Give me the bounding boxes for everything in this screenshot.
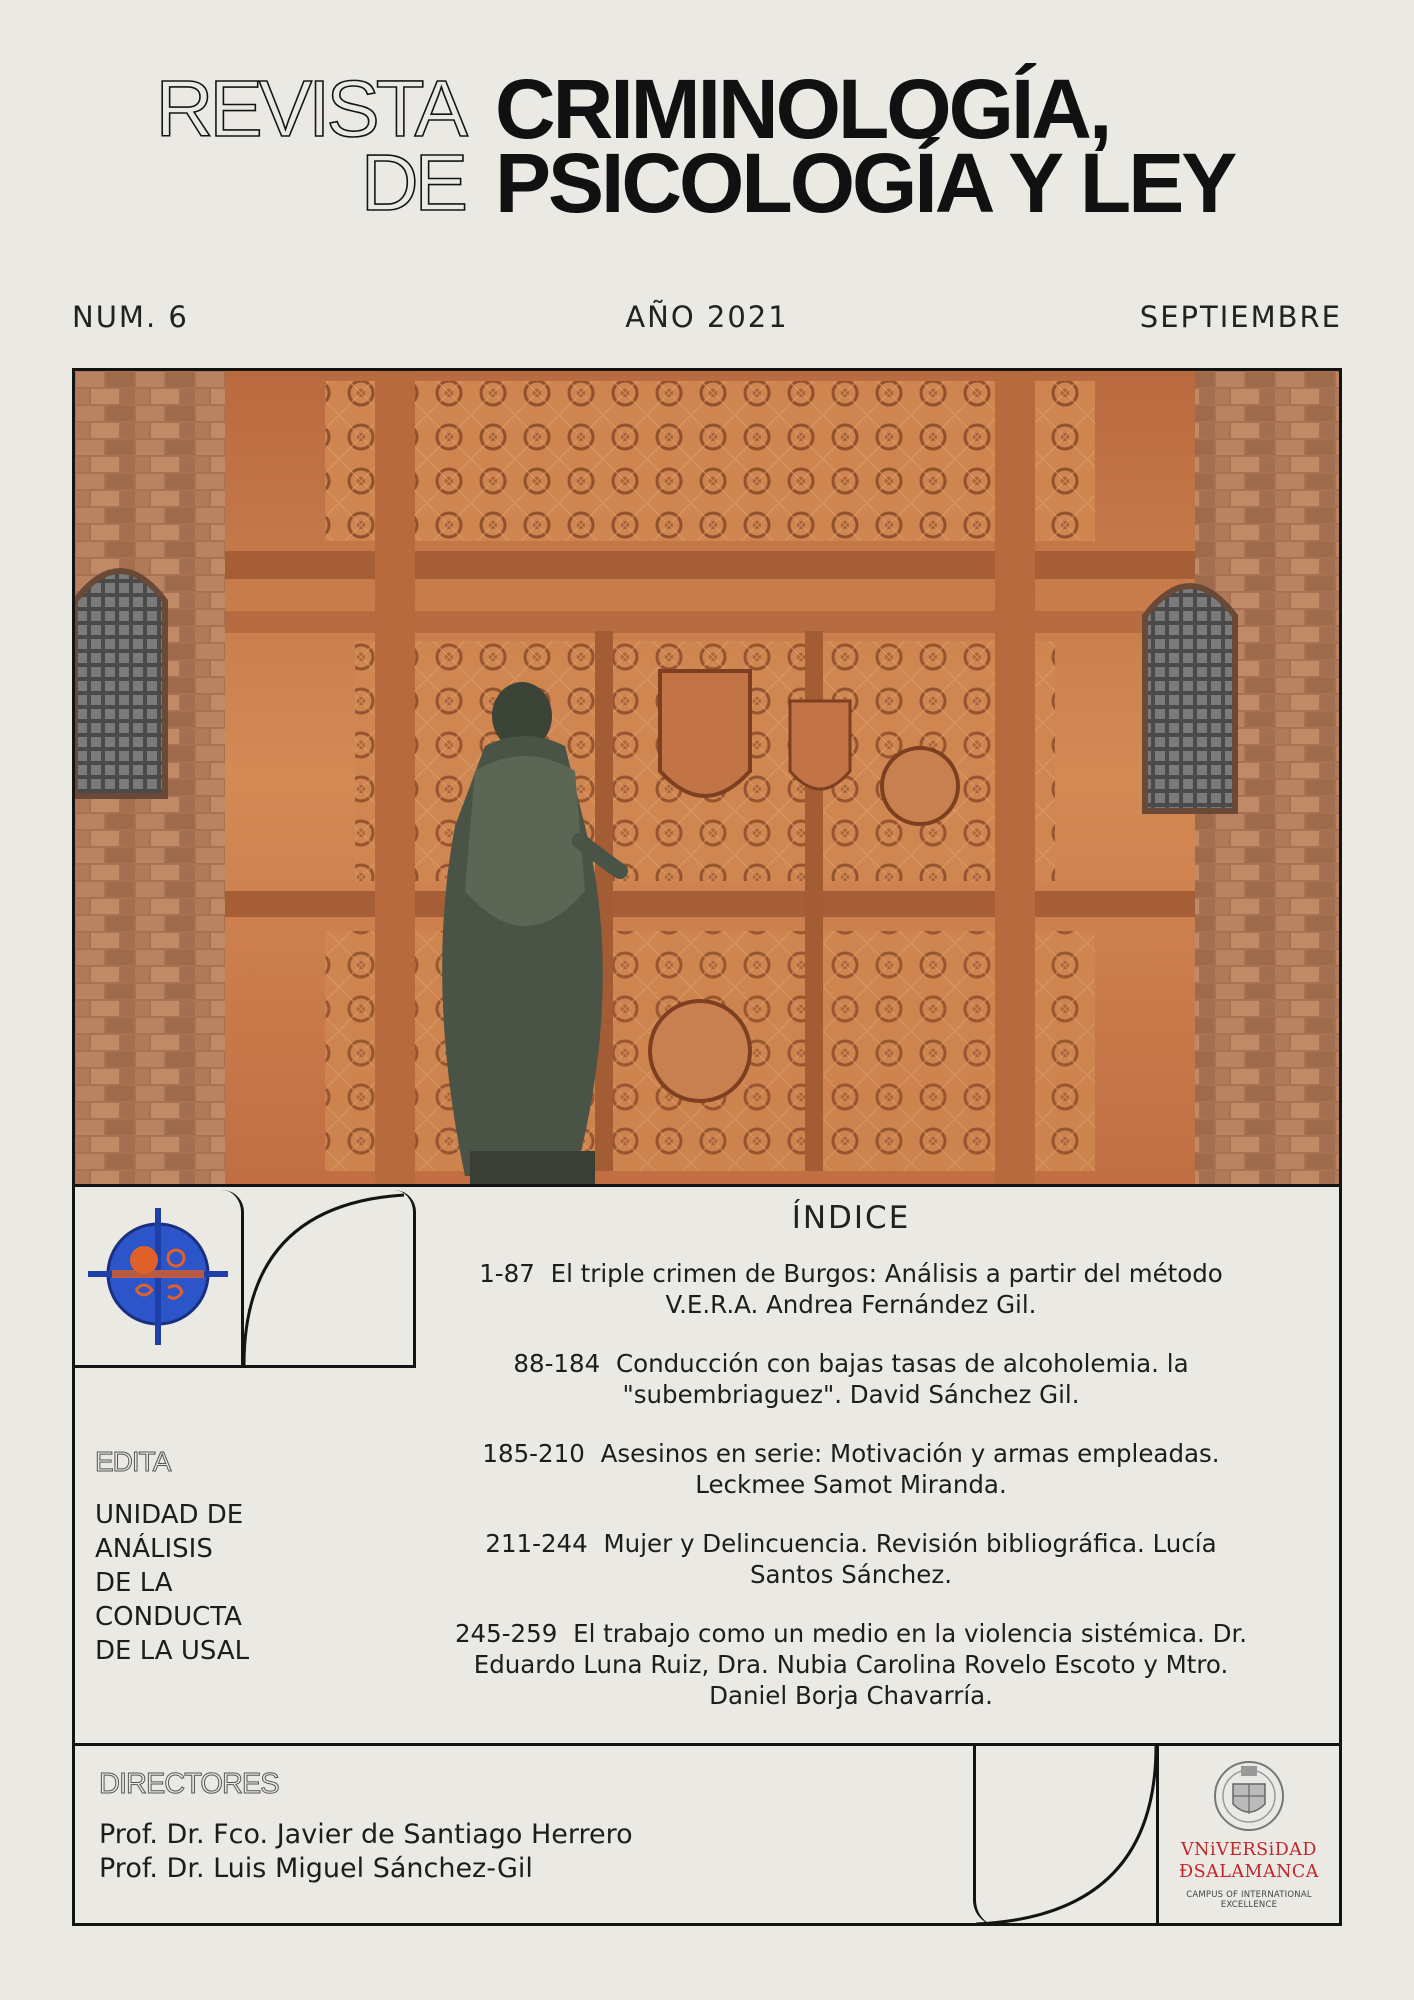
unit-logo-icon <box>72 1190 244 1368</box>
usal-name <box>1159 1839 1339 1883</box>
indice-text: Mujer y Delincuencia. Revisión bibliográfica. Lucía Santos Sánchez. <box>603 1529 1217 1589</box>
indice-entry <box>445 1528 1257 1590</box>
indice-pages: 1-87 <box>479 1259 535 1288</box>
unit-logo-box <box>72 1190 244 1368</box>
usal-tagline: CAMPUS OF INTERNATIONAL EXCELLENCE <box>1186 1890 1312 1910</box>
cover-photo <box>75 371 1339 1187</box>
issue-year: AÑO 2021 <box>625 300 789 334</box>
masthead-title-outline <box>155 64 464 227</box>
indice-text: El triple crimen de Burgos: Análisis a partir del método V.E.R.A. Andrea Fernández Gil. <box>550 1259 1223 1319</box>
usal-name-line: ÐSALAMANCA <box>1179 1862 1319 1882</box>
bottom-curve-ornament-icon <box>976 1746 1156 1926</box>
director-name: Prof. Dr. Luis Miguel Sánchez-Gil <box>99 1853 533 1884</box>
masthead-de: DE <box>360 138 464 227</box>
indice-text: Conducción con bajas tasas de alcoholemia. la "subembriaguez". David Sánchez Gil. <box>615 1349 1189 1409</box>
directores-names <box>99 1818 633 1886</box>
usal-name-line: VNiVERSiDAD <box>1181 1840 1317 1860</box>
decorative-curve-box <box>244 1190 416 1368</box>
indice-entry <box>445 1438 1257 1500</box>
indice-pages: 211-244 <box>485 1529 588 1558</box>
facade-illustration <box>75 371 1339 1184</box>
indice-entry <box>445 1618 1257 1711</box>
decorative-bottom-curve-box <box>973 1746 1159 1926</box>
masthead-revista: REVISTA <box>155 64 464 153</box>
edita-publisher: UNIDAD DE ANÁLISIS DE LA CONDUCTA DE LA USAL <box>95 1500 250 1666</box>
issue-month: SEPTIEMBRE <box>1139 300 1342 334</box>
directores-label: DIRECTORES <box>99 1768 279 1800</box>
usal-logo <box>1159 1746 1339 1923</box>
indice-text: El trabajo como un medio en la violencia sistémica. Dr. Eduardo Luna Ruiz, Dra. Nubia Carolina Rovelo Escoto y Mtro. Daniel Borja Chavarría. <box>473 1619 1248 1710</box>
indice-pages: 185-210 <box>482 1439 585 1468</box>
indice-entry <box>445 1258 1257 1320</box>
masthead-title-solid <box>495 62 1235 230</box>
indice-title: ÍNDICE <box>791 1200 911 1236</box>
curve-ornament-icon <box>244 1190 416 1368</box>
director-name: Prof. Dr. Fco. Javier de Santiago Herrero <box>99 1819 633 1850</box>
issue-number: NUM. 6 <box>72 300 189 334</box>
masthead-criminologia: CRIMINOLOGÍA, <box>495 62 1110 156</box>
indice-text: Asesinos en serie: Motivación y armas empleadas. Leckmee Samot Miranda. <box>600 1439 1220 1499</box>
indice-list <box>445 1258 1257 1739</box>
indice-pages: 245-259 <box>454 1619 558 1648</box>
usal-seal-icon <box>1159 1746 1339 1838</box>
indice-entry <box>445 1348 1257 1410</box>
indice-pages: 88-184 <box>513 1349 601 1378</box>
masthead-psicologia-ley: PSICOLOGÍA Y LEY <box>495 136 1235 230</box>
edita-label: EDITA <box>95 1446 171 1477</box>
